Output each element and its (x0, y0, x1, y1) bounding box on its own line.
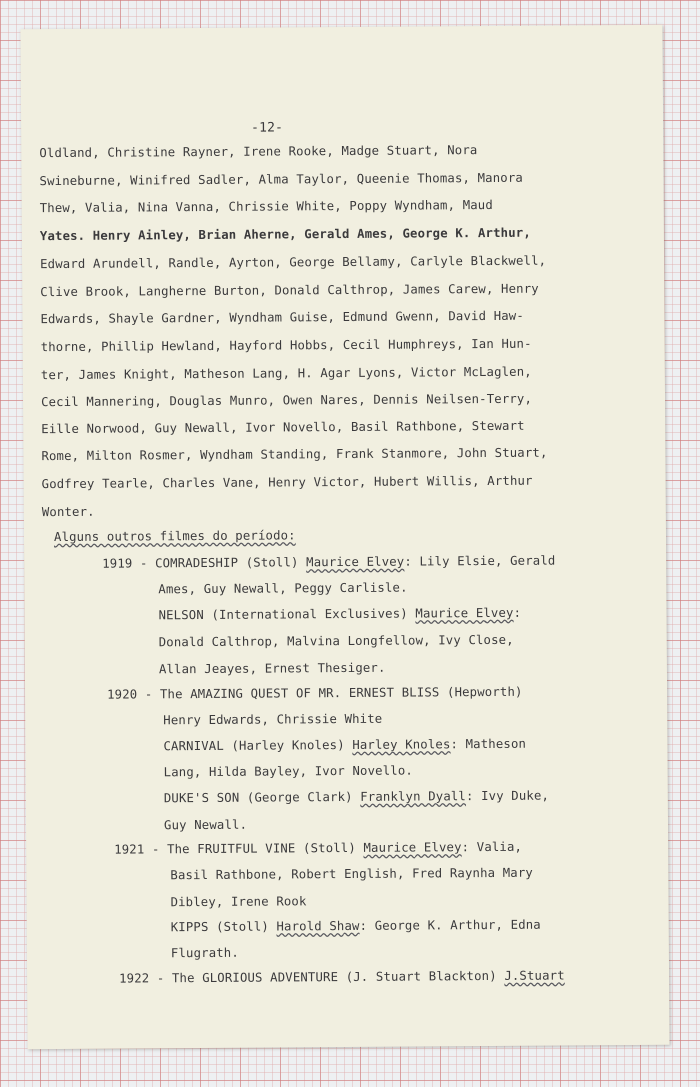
cast-line: Yates. Henry Ainley, Brian Aherne, Gerald Ames, George K. Arthur, (39, 225, 531, 244)
cast-line: Edwards, Shayle Gardner, Wyndham Guise, Edmund Gwenn, David Haw- (40, 308, 524, 327)
film-cast-text: : Ivy Duke, (465, 788, 550, 804)
cast-line: Eille Norwood, Guy Newall, Ivor Novello, Basil Rathbone, Stewart (41, 418, 525, 437)
film-cast-text: : Valia, (461, 839, 523, 855)
film-entry-glorious-adventure (119, 968, 565, 985)
film-entry-fruitful-vine (114, 840, 522, 857)
film-cast-line: Basil Rathbone, Robert English, Fred Raynha Mary (170, 865, 533, 883)
film-entry-kipps (171, 918, 541, 935)
cast-line: Oldland, Christine Rayner, Irene Rooke, Madge Stuart, Nora (39, 143, 478, 161)
film-entry-nelson (158, 606, 521, 623)
film-entry-carnival (163, 737, 526, 754)
cast-line: ter, James Knight, Matheson Lang, H. Agar Lyons, Victor McLaglen, (40, 364, 532, 383)
film-entry-dukes-son (164, 789, 549, 806)
film-cast-line: Guy Newall. (163, 817, 248, 833)
film-cast-text: : Lily Elsie, Gerald (404, 553, 556, 569)
film-cast-text: : Matheson (450, 736, 527, 752)
film-entry-text: 1922 - The GLORIOUS ADVENTURE (J. Stuart Blackton) (119, 968, 505, 986)
cast-line: Clive Brook, Langherne Burton, Donald Calthrop, James Carew, Henry (40, 281, 539, 300)
director-name: J.Stuart (504, 968, 565, 983)
film-cast-line: Flugrath. (170, 945, 239, 961)
film-entry-ernest-bliss: 1920 - The AMAZING QUEST OF MR. ERNEST BLISS (Hepworth) (107, 684, 523, 702)
film-entry-text: 1919 - COMRADESHIP (Stoll) (102, 555, 307, 571)
cast-line: Edward Arundell, Randle, Ayrton, George Bellamy, Carlyle Blackwell, (40, 253, 547, 272)
film-cast-line: Ames, Guy Newall, Peggy Carlisle. (158, 580, 408, 597)
film-cast-line: Dibley, Irene Rook (170, 894, 307, 910)
director-name: Maurice Elvey (363, 840, 462, 855)
director-name: Franklyn Dyall (360, 789, 467, 804)
typewritten-page (20, 25, 669, 1049)
page-number: -12- (251, 120, 284, 136)
cast-line: Cecil Mannering, Douglas Munro, Owen Nares, Dennis Neilsen-Terry, (41, 391, 533, 410)
film-entry-text: 1921 - The FRUITFUL VINE (Stoll) (114, 840, 364, 857)
cast-line: Swineburne, Winifred Sadler, Alma Taylor, Queenie Thomas, Manora (39, 170, 523, 189)
cast-line: thorne, Phillip Hewland, Hayford Hobbs, Cecil Humphreys, Ian Hun- (40, 336, 532, 355)
cast-line: Rome, Milton Rosmer, Wyndham Standing, Frank Stanmore, John Stuart, (41, 445, 548, 464)
film-cast-line: Donald Calthrop, Malvina Longfellow, Ivy Close, (158, 632, 514, 650)
director-name: Harley Knoles (352, 737, 451, 752)
cast-line: Godfrey Tearle, Charles Vane, Henry Victor, Hubert Willis, Arthur (41, 473, 533, 492)
director-name: Maurice Elvey (415, 605, 514, 621)
cast-line: Wonter. (41, 504, 95, 520)
section-heading: Alguns outros filmes do período: (53, 528, 296, 545)
cast-line: Thew, Valia, Nina Vanna, Chrissie White, Poppy Wyndham, Maud (39, 197, 493, 216)
film-cast-line: Henry Edwards, Chrissie White (163, 711, 383, 728)
film-entry-text: CARNIVAL (Harley Knoles) (163, 737, 353, 754)
director-name: Maurice Elvey (306, 554, 405, 570)
film-cast-text: : (513, 605, 522, 620)
film-cast-line: Allan Jeayes, Ernest Thesiger. (158, 660, 386, 677)
director-name: Harold Shaw (276, 918, 360, 934)
film-entry-text: KIPPS (Stoll) (170, 919, 277, 935)
film-cast-line: Lang, Hilda Bayley, Ivor Novello. (163, 763, 413, 780)
film-cast-text: : George K. Arthur, Edna (359, 917, 541, 933)
film-entry-text: DUKE'S SON (George Clark) (163, 789, 361, 806)
film-entry-comradeship (102, 554, 555, 571)
film-entry-text: NELSON (International Exclusives) (158, 606, 416, 623)
